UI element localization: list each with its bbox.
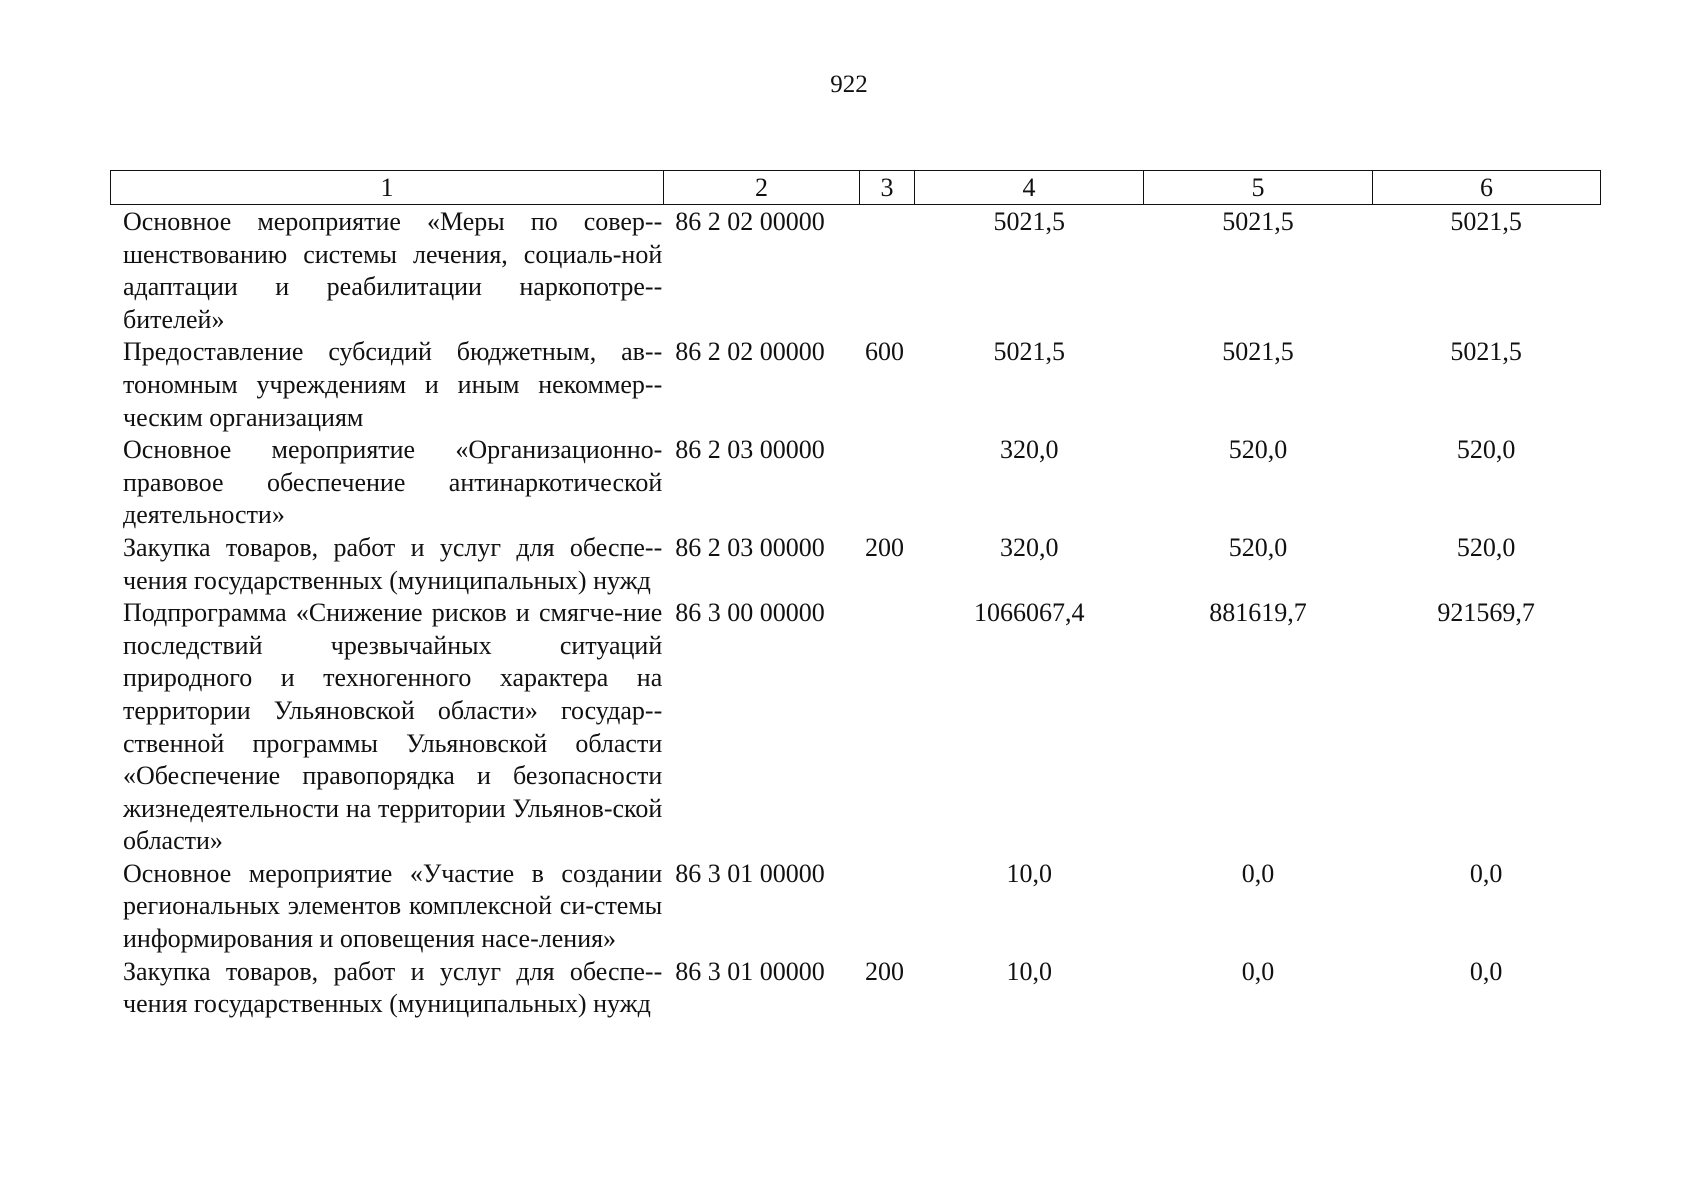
table-row <box>110 532 1600 597</box>
row-value-4: 10,0 <box>1006 956 1053 986</box>
row-name: Закупка товаров, работ и услуг для обеспе-чения государственных (муниципальных) нужд <box>123 956 663 1019</box>
row-value-5: 520,0 <box>1228 435 1288 465</box>
row-value-4: 320,0 <box>1000 532 1059 562</box>
row-value-6: 0,0 <box>1469 858 1503 888</box>
column-header-4: 4 <box>915 171 1144 205</box>
row-value-6: 520,0 <box>1456 532 1516 562</box>
row-value-6: 520,0 <box>1456 435 1516 465</box>
row-value-6: 5021,5 <box>1450 207 1522 236</box>
table-row <box>110 434 1600 532</box>
table-row <box>110 597 1600 858</box>
row-value-5: 881619,7 <box>1209 598 1307 628</box>
row-value-4: 5021,5 <box>993 207 1066 236</box>
row-value-5: 520,0 <box>1228 532 1288 562</box>
row-value-6: 5021,5 <box>1450 337 1522 367</box>
row-name: Подпрограмма «Снижение рисков и смягче-ние последствий чрезвычайных ситуаций природного и техногенного характера на территории Ульяновской области» государ-ственной программы Ульяновской области «Обеспечение правопорядка и безопасности жизнедеятельности на территории Ульянов-ской области» <box>123 598 663 856</box>
column-header-6: 6 <box>1373 171 1601 205</box>
table-row <box>110 336 1600 434</box>
row-name: Основное мероприятие «Меры по совер-шенствованию системы лечения, социаль-ной адаптации и реабилитации наркопотре-бителей» <box>123 207 663 334</box>
row-code: 86 2 02 00000 <box>675 337 825 367</box>
row-name: Основное мероприятие «Участие в создании региональных элементов комплексной си-стемы информирования и оповещения насе-ления» <box>123 858 663 954</box>
column-header-1: 1 <box>111 171 664 205</box>
row-type: 200 <box>865 956 905 986</box>
table-row <box>110 206 1600 336</box>
row-type: 600 <box>865 337 905 367</box>
row-code: 86 3 01 00000 <box>675 858 825 888</box>
row-value-5: 0,0 <box>1241 956 1275 986</box>
table-row <box>110 858 1600 956</box>
row-name: Закупка товаров, работ и услуг для обеспе-чения государственных (муниципальных) нужд <box>123 532 663 595</box>
row-value-4: 1066067,4 <box>974 598 1085 628</box>
row-value-4: 5021,5 <box>993 337 1066 367</box>
row-value-5: 0,0 <box>1241 858 1275 888</box>
row-value-6: 0,0 <box>1469 956 1503 986</box>
row-type: 200 <box>865 532 905 562</box>
row-value-6: 921569,7 <box>1437 598 1535 628</box>
row-value-4: 10,0 <box>1006 858 1053 888</box>
row-name: Предоставление субсидий бюджетным, ав-тономным учреждениям и иным некоммер-ческим организациям <box>123 337 663 432</box>
row-code: 86 3 00 00000 <box>675 598 825 628</box>
table-body <box>110 206 1600 1021</box>
page-number: 922 <box>830 71 868 98</box>
table-header <box>110 170 1601 205</box>
column-header-5: 5 <box>1144 171 1373 205</box>
row-code: 86 2 03 00000 <box>675 532 825 562</box>
row-code: 86 2 03 00000 <box>675 435 825 465</box>
row-code: 86 2 02 00000 <box>675 207 825 236</box>
row-value-4: 320,0 <box>1000 435 1059 465</box>
row-name: Основное мероприятие «Организационно-правовое обеспечение антинаркотической деятельности» <box>123 435 663 530</box>
column-header-3: 3 <box>860 171 915 205</box>
column-header-2: 2 <box>664 171 860 205</box>
row-value-5: 5021,5 <box>1222 207 1294 236</box>
table-row <box>110 956 1600 1021</box>
row-value-5: 5021,5 <box>1222 337 1294 367</box>
row-code: 86 3 01 00000 <box>675 956 825 986</box>
header-row <box>111 171 1601 205</box>
